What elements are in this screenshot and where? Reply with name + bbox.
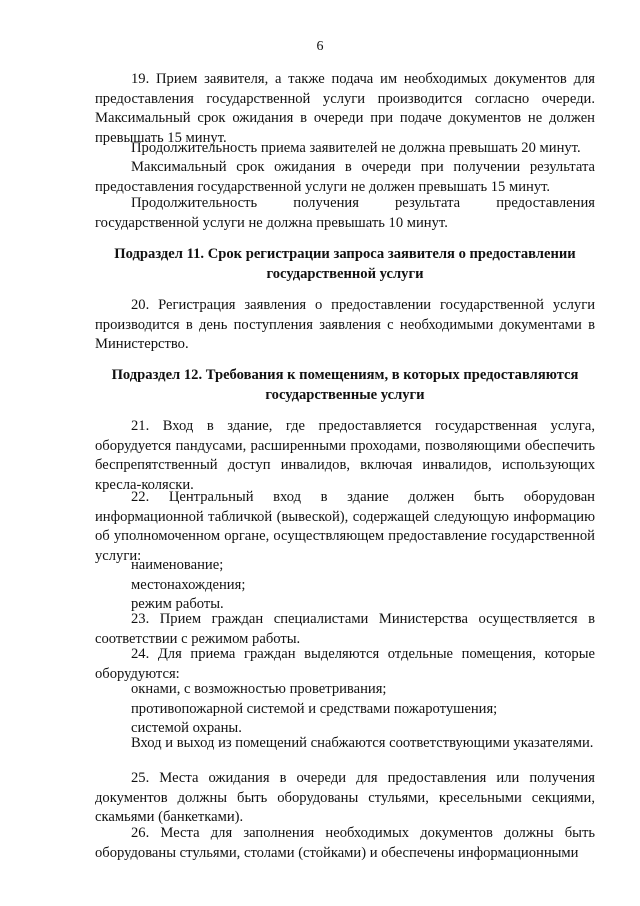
paragraph-19-duration: Продолжительность приема заявителей не должна превышать 20 минут.: [131, 140, 581, 156]
list-item: режим работы.: [131, 596, 224, 612]
paragraph-20: 20. Регистрация заявления о предоставлении государственной услуги производится в день поступления заявления с необходимыми документами в Министерство.: [95, 297, 595, 352]
list-24: [131, 680, 497, 739]
page-number: 6: [316, 39, 324, 54]
list-item: наименование;: [131, 557, 224, 573]
paragraph-21: 21. Вход в здание, где предоставляется государственная услуга, оборудуется пандусами, расширенными проходами, позволяющими обеспечить беспрепятственный доступ инвалидов, включая инвалидов, использующих кресла-коляски.: [95, 418, 595, 493]
paragraph-19-result-duration: Продолжительность получения результата предоставления государственной услуги не должна превышать 10 минут.: [95, 195, 595, 231]
paragraph-24-signs: Вход и выход из помещений снабжаются соответствующими указателями.: [131, 735, 594, 751]
paragraph-25: 25. Места ожидания в очереди для предоставления или получения документов должны быть оборудованы стульями, кресельными секциями, скамьями (банкетками).: [95, 770, 595, 825]
paragraph-22: 22. Центральный вход в здание должен быть оборудован информационной табличкой (вывеской), содержащей следующую информацию об уполномоченном органе, осуществляющем предоставление государственной услуги:: [95, 489, 595, 564]
list-item: противопожарной системой и средствами пожаротушения;: [131, 700, 498, 717]
list-item: системой охраны.: [131, 720, 242, 736]
list-item: окнами, с возможностью проветривания;: [131, 681, 387, 697]
list-22: [131, 556, 245, 615]
paragraph-24: 24. Для приема граждан выделяются отдельные помещения, которые оборудуются:: [95, 646, 595, 682]
paragraph-26: 26. Места для заполнения необходимых документов должны быть оборудованы стульями, столами (стойками) и обеспечены информационными: [95, 825, 595, 861]
paragraph-19: 19. Прием заявителя, а также подача им необходимых документов для предоставления государственной услуги производится согласно очереди. Максимальный срок ожидания в очереди при подаче документов не должен превышать 15 минут.: [95, 71, 595, 146]
subsection-12-heading: Подраздел 12. Требования к помещениям, в которых предоставляются государственные услуги: [111, 367, 579, 403]
paragraph-23: 23. Прием граждан специалистами Министерства осуществляется в соответствии с режимом работы.: [95, 611, 595, 647]
paragraph-19-wait-result: Максимальный срок ожидания в очереди при получении результата предоставления государственной услуги не должен превышать 15 минут.: [95, 159, 595, 195]
subsection-11-heading: Подраздел 11. Срок регистрации запроса заявителя о предоставлении государственной услуги: [114, 246, 576, 282]
list-item: местонахождения;: [131, 576, 246, 593]
